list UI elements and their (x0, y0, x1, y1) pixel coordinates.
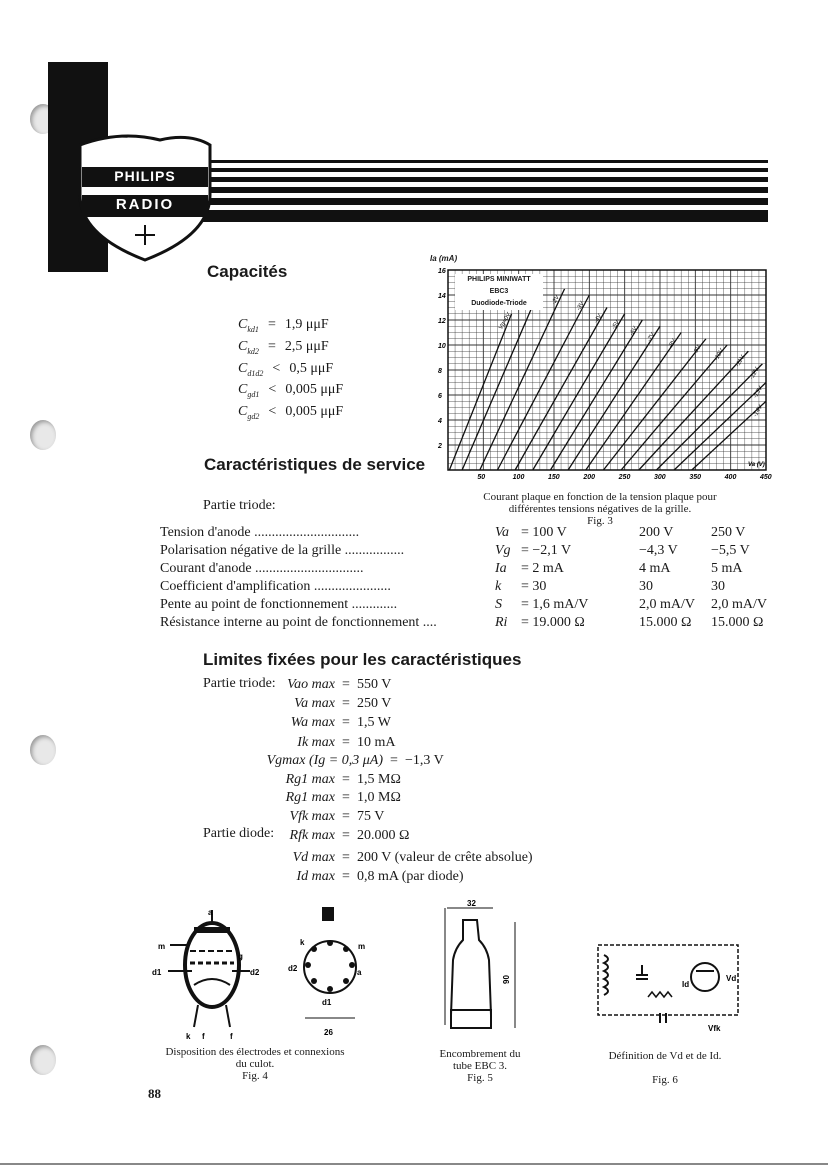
service-cell-lbl: Tension d'anode .............................. (160, 525, 360, 540)
chart-legend-box (455, 274, 543, 310)
chart-x-tick-label: 400 (724, 474, 737, 481)
capacity-row: $C_{kd2} = 2,5$ μμF (238, 338, 329, 356)
fig5-caption-line1: Encombrement du (439, 1048, 521, 1060)
punch-hole (30, 735, 56, 765)
chart-y-tick-label: 10 (438, 343, 446, 350)
service-cell-v1: = 1,6 mA/V (521, 597, 589, 612)
service-cell-sym: S (495, 597, 502, 612)
svg-text:m: m (358, 942, 366, 951)
service-cell-v3: 15.000 Ω (711, 615, 764, 630)
fig4-diagram (150, 905, 390, 1045)
chart-caption-line1: Courant plaque en fonction de la tension plaque pour (483, 491, 717, 503)
page-number: 88 (148, 1086, 161, 1101)
limit-row: Va max = 250 V (294, 696, 392, 711)
capacity-row: $C_{d1d2} < 0,5$ μμF (238, 360, 334, 378)
service-cell-sym: Va (495, 525, 509, 540)
service-row (160, 542, 767, 560)
chart-series-line (533, 314, 625, 470)
capacity-row: $C_{gd1} < 0,005$ μμF (238, 382, 344, 400)
chart-caption-line2: différentes tensions négatives de la grille. (508, 503, 692, 515)
chart-series-label: -4V (593, 313, 604, 325)
limit-row: Ik max = 10 mA (297, 735, 396, 750)
chart-x-tick-label: 300 (654, 474, 666, 481)
service-row (160, 596, 767, 614)
chart-x-tick-label: 200 (583, 474, 596, 481)
fig5-label: Fig. 5 (467, 1072, 493, 1084)
svg-text:a: a (357, 968, 362, 977)
logo-line1: PHILIPS (114, 168, 176, 184)
chart-caption-fig: Fig. 3 (587, 515, 613, 527)
chart-series-label: -8V (667, 338, 678, 350)
fig5-caption-line2: tube EBC 3. (452, 1060, 508, 1072)
service-cell-v1: = −2,1 V (521, 543, 572, 558)
chart-x-tick-label: 100 (512, 474, 525, 481)
svg-text:Id: Id (682, 980, 690, 989)
chart-series-label: -10V (713, 348, 726, 362)
limit-row: Rg1 max = 1,5 MΩ (285, 772, 401, 787)
chart-series-label: -3V (575, 300, 586, 312)
chart-x-tick-label: 350 (689, 474, 702, 481)
service-cell-v3: 2,0 mA/V (711, 597, 767, 612)
diode-limit-row: Id max = 0,8 mA (par diode) (296, 869, 464, 884)
svg-text:d2: d2 (250, 968, 260, 977)
svg-text:k: k (300, 938, 305, 947)
svg-text:d2: d2 (288, 964, 298, 973)
chart-title: PHILIPS MINIWATT (467, 276, 531, 283)
service-cell-lbl: Polarisation négative de la grille ................. (160, 543, 405, 558)
capacity-row: $C_{gd2} < 0,005$ μμF (238, 404, 344, 421)
chart-series-label: -13V (752, 385, 765, 400)
service-cell-lbl: Courant d'anode ............................... (160, 561, 364, 576)
service-cell-v3: 30 (711, 579, 725, 594)
chart-y-tick-label: 12 (438, 318, 446, 325)
chart-ylabel: Ia (mA) (430, 254, 458, 263)
chart-series-label: -5V (611, 319, 622, 331)
chart-series-line (480, 289, 565, 470)
service-cell-v2: 30 (639, 579, 653, 594)
service-cell-v2: 200 V (639, 525, 674, 540)
service-row (160, 560, 767, 578)
section-service: Caractéristiques de service (204, 455, 426, 474)
chart-subtitle1: EBC3 (489, 288, 509, 295)
service-cell-v2: 4 mA (639, 561, 671, 576)
service-cell-sym: k (495, 579, 502, 594)
chart-series-label: -7V (646, 332, 657, 344)
capacities-list (238, 316, 343, 425)
fig4-caption (140, 1046, 370, 1082)
svg-text:a: a (208, 908, 213, 917)
fig4-label: Fig. 4 (242, 1070, 268, 1082)
limit-row: Vao max = 550 V (287, 677, 392, 692)
service-cell-v1: = 100 V (521, 525, 567, 540)
service-cell-v3: 5 mA (711, 561, 743, 576)
svg-text:90: 90 (502, 975, 511, 984)
chart-y-tick-label: 14 (438, 293, 446, 300)
chart-series-label: -14V (752, 404, 765, 419)
fig5-diagram (435, 900, 525, 1045)
chart-x-tick-label: 150 (548, 474, 560, 481)
limits-triode-part: Partie triode: (203, 676, 276, 691)
svg-text:m: m (158, 942, 166, 951)
chart-xlabel: Va (V) (748, 462, 765, 468)
chart-series-line (568, 326, 660, 470)
chart-y-tick-label: 2 (438, 443, 442, 450)
service-cell-v2: 15.000 Ω (639, 615, 692, 630)
svg-text:g: g (238, 952, 243, 961)
bottom-edge (0, 1163, 828, 1165)
capacity-row: $C_{kd1} = 1,9$ μμF (238, 317, 329, 334)
chart-subtitle2: Duodiode-Triode (471, 300, 527, 307)
chart-y-tick-label: 8 (438, 368, 442, 375)
limit-row: Rg1 max = 1,0 MΩ (285, 790, 401, 805)
service-cell-lbl: Pente au point de fonctionnement ............. (160, 597, 398, 612)
fig4-caption-line1: Disposition des électrodes et connexions (165, 1046, 345, 1058)
svg-text:d1: d1 (152, 968, 162, 977)
chart-y-tick-label: 4 (438, 418, 442, 425)
svg-text:k: k (186, 1032, 191, 1041)
chart-x-tick-label: 250 (618, 474, 631, 481)
fig6-label: Fig. 6 (652, 1074, 678, 1086)
fig4-dim: 26 (324, 1028, 333, 1037)
chart-series-label: Vg=0V (498, 311, 513, 331)
limit-row: Vgmax (Ig = 0,3 μA) = −1,3 V (266, 753, 444, 768)
chart-series-line (462, 289, 540, 470)
fig4-caption-line2: du culot. (235, 1058, 275, 1070)
chart-caption (440, 491, 760, 527)
limit-row: Vfk max = 75 V (289, 809, 385, 824)
chart-series-label: -11V (734, 354, 747, 369)
logo-line2: RADIO (115, 196, 175, 213)
service-cell-v1: = 19.000 Ω (521, 615, 585, 630)
chart-series-line (449, 314, 511, 470)
fig6-diagram (590, 935, 750, 1045)
svg-text:d1: d1 (322, 998, 332, 1007)
service-cell-sym: Ri (495, 615, 508, 630)
service-part: Partie triode: (203, 498, 276, 513)
service-row (160, 524, 767, 542)
fig6-caption (585, 1050, 745, 1086)
service-cell-lbl: Coefficient d'amplification ...................... (160, 579, 391, 594)
service-cell-v1: = 2 mA (521, 561, 564, 576)
diode-limit-row: Vd max = 200 V (valeur de crête absolue) (292, 850, 533, 865)
limit-row: Wa max = 1,5 W (290, 715, 391, 730)
service-cell-sym: Ia (495, 561, 507, 576)
chart-series-label: -12V (749, 366, 761, 381)
service-cell-v1: = 30 (521, 579, 547, 594)
limits-diode-part: Partie diode: (203, 826, 275, 841)
chart-x-tick-label: 450 (760, 474, 772, 481)
service-table (160, 524, 767, 632)
svg-text:32: 32 (467, 899, 476, 908)
service-row (160, 614, 767, 632)
fig6-caption-line: Définition de Vd et de Id. (608, 1050, 722, 1062)
chart-series-label: -6V (628, 325, 639, 337)
svg-text:Vd: Vd (726, 974, 737, 983)
chart-y-tick-label: 6 (438, 393, 442, 400)
fig5-caption (420, 1048, 540, 1084)
punch-hole (30, 420, 56, 450)
chart-x-tick-label: 50 (477, 474, 486, 481)
service-cell-lbl: Résistance interne au point de fonctionnement .... (160, 615, 437, 630)
chart-series-label: -2V (551, 294, 562, 306)
svg-text:f: f (230, 1032, 233, 1041)
service-cell-v3: 250 V (711, 525, 746, 540)
service-cell-v2: 2,0 mA/V (639, 597, 695, 612)
service-cell-v3: −5,5 V (711, 543, 750, 558)
chart-series-label: -9V (692, 344, 703, 356)
service-cell-sym: Vg (495, 543, 511, 558)
svg-text:f: f (202, 1032, 205, 1041)
section-capacites: Capacités (207, 262, 288, 281)
svg-text:Vfk: Vfk (708, 1024, 721, 1033)
punch-hole (30, 1045, 56, 1075)
chart-y-tick-label: 16 (438, 268, 446, 275)
limit-row: Rfk max = 20.000 Ω (289, 828, 410, 843)
section-limites: Limites fixées pour les caractéristiques (203, 650, 522, 669)
service-cell-v2: −4,3 V (639, 543, 678, 558)
service-row (160, 578, 767, 596)
